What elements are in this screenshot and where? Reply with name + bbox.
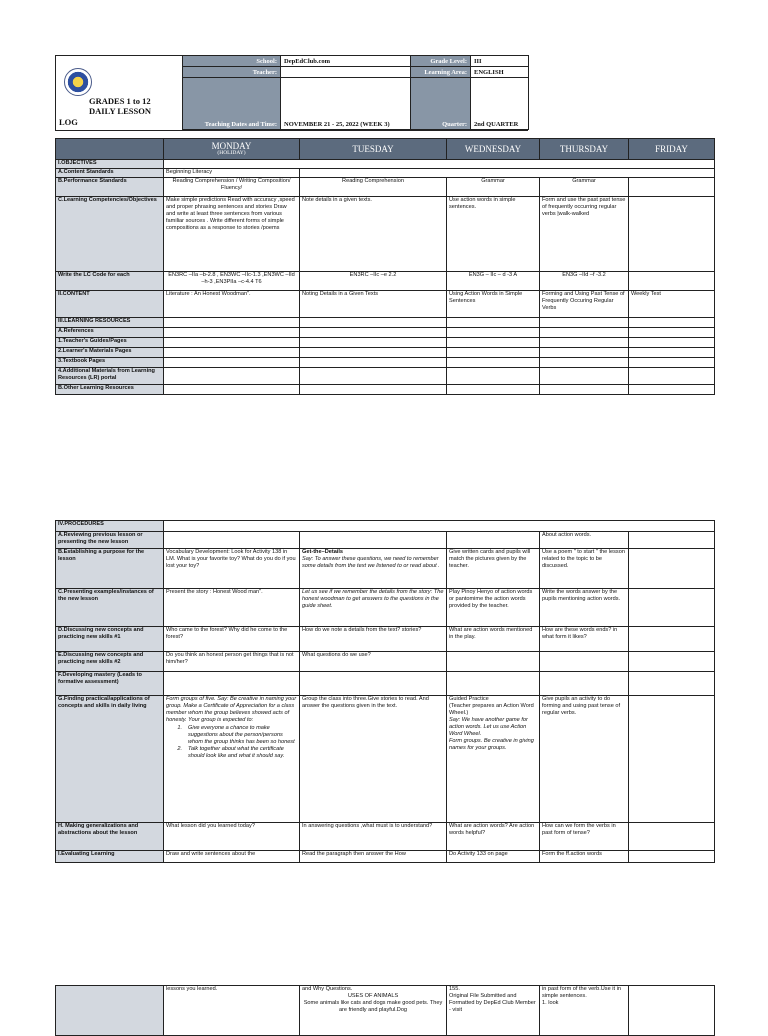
row-objectives (56, 160, 715, 169)
g-mon-item-1-num: 1. (177, 725, 182, 731)
a-label: A.Reviewing previous lesson or presenting the new lesson (56, 532, 164, 549)
row-performance-standards (56, 178, 715, 197)
e-tue: What questions do we use? (300, 652, 447, 672)
row-content-standards (56, 169, 715, 178)
b-tue-title: Get-the–Details (302, 549, 344, 555)
g-wed-title: Guided Practice (449, 696, 489, 702)
code-label: Write the LC Code for each (56, 272, 164, 291)
b-thu: Use a poem " to start " the lesson related to the topic to be discussed. (540, 549, 629, 589)
content-tue: Noting Details in a Given Texts (300, 291, 447, 318)
lc-wed: Use action words in simple sentences. (447, 197, 540, 272)
g-wed-2: Say: We have another game for action words. Let us use Action Word Wheel. (449, 717, 528, 737)
code-fri (629, 272, 715, 291)
header-block (55, 55, 528, 131)
g-wed-3: Form groups. Be creative in giving names for your groups. (449, 738, 534, 751)
perf-std-label: B.Performance Standards (56, 178, 164, 197)
i-label: I.Evaluating Learning (56, 851, 164, 863)
day-wednesday: WEDNESDAY (447, 139, 540, 160)
cont-tue-1: and Why Questions. (302, 986, 353, 992)
g-tue: Group the class into three.Give stories to read. And answer the questions given in the text. (300, 696, 447, 823)
continuation-table (55, 985, 715, 1036)
teachers-guide-label: 1.Teacher's Guides/Pages (56, 338, 164, 348)
dates-label: Teaching Dates and Time: (183, 78, 281, 130)
row-d-discussing-1 (56, 627, 715, 652)
g-wed (447, 696, 540, 823)
title-line1: GRADES 1 to 12 (89, 96, 151, 106)
a-thu: About action words. (540, 532, 629, 549)
b-mon: Vocabulary Development: Look for Activity 138 in LM. What is your favorite toy? What do you do if you lost your toy? (164, 549, 300, 589)
lc-thu: Form and use the past past tense of frequently occurring regular verbs |walk-walked (540, 197, 629, 272)
b-tue-text: Say: To answer these questions, we need to remember some details from the text we listened to or read about . (302, 556, 440, 569)
c-tue: Let us see if we remember the details from the story: The honest woodman to get answers to the questions in the guide sheet. (300, 589, 447, 627)
monday-label: MONDAY (211, 140, 252, 151)
h-wed: What are action words? Are action words helpful? (447, 823, 540, 851)
row-i-evaluating (56, 851, 715, 863)
school-label: School: (183, 56, 281, 67)
teacher-value (281, 67, 411, 78)
cont-wed (447, 986, 540, 1036)
other-resources-label: B.Other Learning Resources (56, 385, 164, 395)
b-wed: Give written cards and pupils will match the pictures given by the teacher. (447, 549, 540, 589)
content-fri: Weekly Test (629, 291, 715, 318)
h-thu: How can we form the verbs in past form of tense? (540, 823, 629, 851)
day-thursday: THURSDAY (540, 139, 629, 160)
code-mon: EN3RC –IIa –b-2.8 , EN3WC –IIc-1.3 ,EN3WC –IId –h-3 ,EN3PIIa –c-4.4 T6 (164, 272, 300, 291)
cont-mon: lessons you learned. (164, 986, 300, 1036)
g-mon-item-2-text: Talk together about what the certificate should look like and what it should say. (188, 746, 285, 759)
d-label: D.Discussing new concepts and practicing new skills #1 (56, 627, 164, 652)
g-mon (164, 696, 300, 823)
i-mon: Draw and write sentences about the (164, 851, 300, 863)
row-e-discussing-2 (56, 652, 715, 672)
g-wed-1: (Teacher prepares an Action Word Wheel.) (449, 703, 534, 716)
perf-mon: Reading Comprehension / Writing Composition/ Fluency/ (164, 178, 300, 197)
content-std-mon: Beginning Literacy (164, 169, 300, 178)
perf-wed: Grammar (447, 178, 540, 197)
content-std-rest (300, 169, 715, 178)
deped-seal-icon (64, 68, 92, 96)
content-wed: Using Action Words in Simple Sentences (447, 291, 540, 318)
row-other-resources (56, 385, 715, 395)
e-mon: Do you think an honest person get things that is not him/her? (164, 652, 300, 672)
objectives-table (55, 138, 715, 395)
resources-section: III.LEARNING RESOURCES (56, 318, 164, 328)
i-tue: Read the paragraph then answer the How (300, 851, 447, 863)
lc-mon: Make simple predictions Read with accuracy ,speed and proper phrasing sentences and stories Draw and write at least three sentences from various familiar sources . Write different forms of simple compositions as a response to stories /poems (164, 197, 300, 272)
day-friday: FRIDAY (629, 139, 715, 160)
row-a-reviewing (56, 532, 715, 549)
f-label: F.Developing mastery (Leads to formative assessment) (56, 672, 164, 696)
procedures-section: IV.PROCEDURES (56, 521, 164, 532)
row-references (56, 328, 715, 338)
g-mon-item-2 (166, 746, 297, 760)
row-teachers-guide (56, 338, 715, 348)
dll-title (86, 96, 186, 116)
row-competencies (56, 197, 715, 272)
school-value: DepEdClub.com (281, 56, 411, 67)
lc-label: C.Learning Competencies/Objectives (56, 197, 164, 272)
d-thu: How are these words ends? in what form it likes? (540, 627, 629, 652)
area-value: ENGLISH (471, 67, 529, 78)
d-mon: Who came to the forest? Why did he come to the forest? (164, 627, 300, 652)
teacher-label: Teacher: (183, 67, 281, 78)
procedures-table (55, 520, 715, 863)
quarter-label: Quarter: (411, 78, 471, 130)
title-line3: LOG (59, 117, 78, 127)
lc-fri (629, 197, 715, 272)
cont-thu-2: 1. look (542, 1000, 559, 1006)
g-mon-item-2-num: 2. (177, 746, 182, 752)
continued-label-blank (56, 986, 164, 1036)
row-additional-materials (56, 368, 715, 385)
quarter-value: 2nd QUARTER (471, 78, 529, 130)
cont-tue (300, 986, 447, 1036)
c-label: C.Presenting examples/instances of the new lesson (56, 589, 164, 627)
g-mon-intro: Form groups of five. Say: Be creative in naming your group. Make a Certificate of Appreciation for a class member whom the group believes showed acts of honesty. Your group is expected to: (166, 696, 297, 723)
b-tue (300, 549, 447, 589)
perf-tue: Reading Comprehension (300, 178, 447, 197)
grade-label: Grade Level: (411, 56, 471, 67)
c-thu: Write the words answer by the pupils mentioning action words. (540, 589, 629, 627)
day-tuesday: TUESDAY (300, 139, 447, 160)
code-thu: EN3G –IId –f -3.2 (540, 272, 629, 291)
i-wed: Do Activity 133 on page (447, 851, 540, 863)
textbook-label: 3.Textbook Pages (56, 358, 164, 368)
code-tue: EN3RC –IIc –e 2.2 (300, 272, 447, 291)
row-content (56, 291, 715, 318)
day-header-blank (56, 139, 164, 160)
row-procedures (56, 521, 715, 532)
row-lc-code (56, 272, 715, 291)
objectives-section: I.OBJECTIVES (56, 160, 164, 169)
row-b-purpose (56, 549, 715, 589)
content-thu: Forming and Using Past Tense of Frequently Occuring Regular Verbs (540, 291, 629, 318)
learners-materials-label: 2.Learner's Materials Pages (56, 348, 164, 358)
g-label: G.Finding practical/applications of concepts and skills in daily living (56, 696, 164, 823)
h-tue: In answering questions ,what must is to understand? (300, 823, 447, 851)
references-label: A.References (56, 328, 164, 338)
objectives-blank (164, 160, 715, 169)
code-wed: EN3G – IIc – d -3 A (447, 272, 540, 291)
row-g-applications (56, 696, 715, 823)
content-label: II.CONTENT (56, 291, 164, 318)
day-monday (164, 139, 300, 160)
holiday-note: (HOLIDAY) (217, 149, 246, 156)
d-wed: What are action words mentioned in the play. (447, 627, 540, 652)
cont-thu (540, 986, 629, 1036)
content-mon: Literature : An Honest Woodman". (164, 291, 300, 318)
e-label: E.Discussing new concepts and practicing new skills #2 (56, 652, 164, 672)
row-c-presenting (56, 589, 715, 627)
row-f-mastery (56, 672, 715, 696)
g-thu: Give pupils an activity to do forming and using past tense of regular verbs. (540, 696, 629, 823)
row-h-generalizations (56, 823, 715, 851)
day-header-row (56, 139, 715, 160)
i-thu: Form the ff.action words (540, 851, 629, 863)
h-label: H. Making generalizations and abstractions about the lesson (56, 823, 164, 851)
cont-wed-2: Original File Submitted and Formatted by DepEd Club Member - visit (449, 993, 536, 1013)
c-wed: Play Pinoy Henyo of action words or pantomime the action words provided by the teacher. (447, 589, 540, 627)
c-mon: Present the story : Honest Wood man". (164, 589, 300, 627)
perf-thu: Grammar (540, 178, 629, 197)
cont-tue-2: Some animals like cats and dogs make good pets. They are friendly and playful.Dog (303, 1000, 443, 1013)
content-std-label: A.Content Standards (56, 169, 164, 178)
d-tue: How do we note a details from the text? stories? (300, 627, 447, 652)
g-mon-item-1 (166, 725, 297, 746)
b-label: B.Establishing a purpose for the lesson (56, 549, 164, 589)
grade-value: III (471, 56, 529, 67)
h-mon: What lesson did you learned today? (164, 823, 300, 851)
header-info-table (182, 55, 529, 130)
cont-thu-1: in past form of the verb.Use it in simple sentences. (542, 986, 621, 999)
row-resources (56, 318, 715, 328)
dates-value: NOVEMBER 21 - 25, 2022 (WEEK 3) (281, 78, 411, 130)
row-textbook (56, 358, 715, 368)
row-continued-evaluating (56, 986, 715, 1036)
g-mon-item-1-text: Give everyone a chance to make suggestions about the person/persons whom the group thinks has been so honest (188, 725, 295, 745)
additional-materials-label: 4.Additional Materials from Learning Resources (LR) portal (56, 368, 164, 385)
procedures-blank (164, 521, 715, 532)
cont-tue-title: USES OF ANIMALS (347, 993, 399, 999)
area-label: Learning Area: (411, 67, 471, 78)
perf-fri (629, 178, 715, 197)
row-learners-materials (56, 348, 715, 358)
cont-wed-1: 155. (449, 986, 460, 992)
lc-tue: Note details in a given texts. (300, 197, 447, 272)
title-line2: DAILY LESSON (89, 106, 151, 116)
